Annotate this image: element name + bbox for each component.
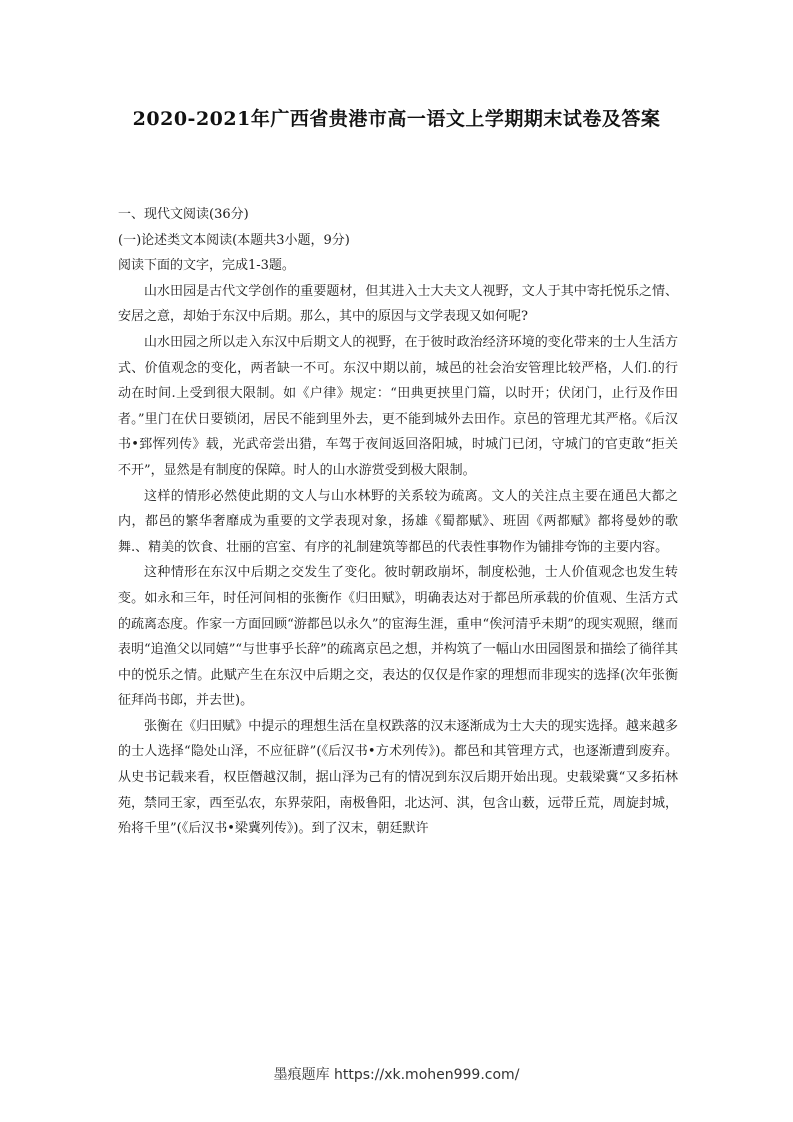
reading-instruction: 阅读下面的文字，完成1-3题。 [118, 258, 295, 274]
paragraph: 山水田园是古代文学创作的重要题材，但其进入士大夫文人视野，文人于其中寄托悦乐之情、安居之意，却始于东汉中后期。那么，其中的原因与文学表现又如何呢? [118, 283, 678, 325]
paragraph: 这样的情形必然使此期的文人与山水林野的关系较为疏离。文人的关注点主要在通邑大都之内，都邑的繁华奢靡成为重要的文学表现对象，扬雄《蜀都赋》、班固《两都赋》都将曼妙的歌舞.、精美的饮食、壮丽的宫室、有序的礼制建筑等都邑的代表性事物作为铺排夸饰的主要内容。 [118, 488, 678, 555]
subsection-heading: (一)论述类文本阅读(本题共3小题，9分) [118, 232, 350, 248]
paragraph: 张衡在《归田赋》中提示的理想生活在皇权跌落的汉末逐渐成为士大夫的现实选择。越来越多的士人选择“隐处山泽，不应征辟”(《后汉书•方术列传》)。都邑和其管理方式，也逐渐遭到废弃。从史书记载来看，权臣僭越汉制，据山泽为己有的情况到东汉后期开始出现。史载梁冀“又多拓林苑，禁同王家，西至弘农，东界荥阳，南极鲁阳，北达河、淇，包含山薮，远带丘荒，周旋封城，殆将千里”(《后汉书•梁冀列传》)。到了汉末，朝廷默许 [118, 718, 678, 837]
document-title: 2020-2021年广西省贵港市高一语文上学期期末试卷及答案 [132, 108, 661, 130]
document-body [118, 202, 678, 842]
paragraph: 山水田园之所以走入东汉中后期文人的视野，在于彼时政治经济环境的变化带来的士人生活方式、价值观念的变化，两者缺一不可。东汉中期以前，城邑的社会治安管理比较严格，人们.的行动在时间.上受到很大限制。如《户律》规定：“田典更挟里门篇，以时开；伏闭门，止行及作田者。”里门在伏日要锁闭，居民不能到里外去，更不能到城外去田作。京邑的管理尤其严格。《后汉书•郅恽列传》载，光武帝尝出猎，车驾于夜间返回洛阳城，时城门已闭，守城门的官吏敢“拒关不开”，显然是有制度的保障。时人的山水游赏受到极大限制。 [118, 334, 678, 478]
paragraph: 这种情形在东汉中后期之交发生了变化。彼时朝政崩坏，制度松弛，士人价值观念也发生转变。如永和三年，时任河间相的张衡作《归田赋》，明确表达对于都邑所承载的价值观、生活方式的疏离态度。作家一方面回顾“游都邑以永久”的宦海生涯，重申“俟河清乎未期”的现实观照，继而表明“追渔父以同嬉”“与世事乎长辞”的疏离京邑之想，并构筑了一幅山水田园图景和描绘了徜徉其中的悦乐之情。此赋产生在东汉中后期之交，表达的仅仅是作家的理想而非现实的选择(次年张衡征拜尚书郎，并去世)。 [118, 565, 678, 709]
section-heading: 一、现代文阅读(36分) [118, 207, 249, 222]
footer-watermark: 墨痕题库 https://xk.mohen999.com/ [273, 1067, 520, 1083]
